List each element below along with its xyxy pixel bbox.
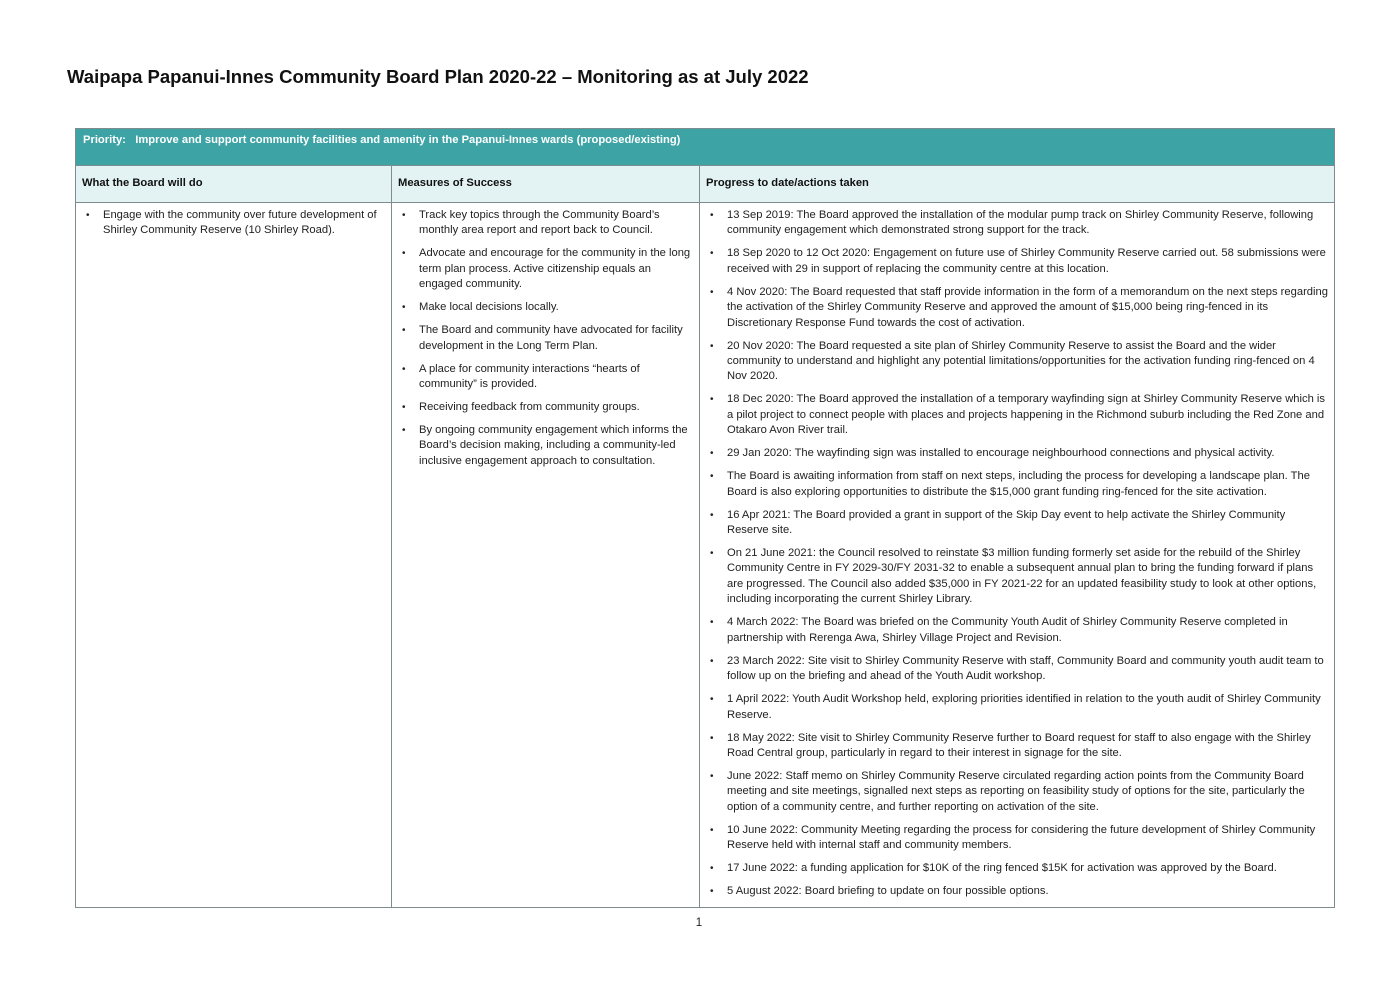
list-item-text: 23 March 2022: Site visit to Shirley Community Reserve with staff, Community Board and community youth audit team to follow up on the briefing and ahead of the Youth Audit workshop. bbox=[727, 654, 1324, 683]
header-progress: Progress to date/actions taken bbox=[706, 177, 869, 189]
list-item-text: On 21 June 2021: the Council resolved to reinstate $3 million funding formerly set aside for the rebuild of the Shirley Community Centre in FY 2029-30/FY 2031-32 to enable a subsequent annual plan to bring the funding forward if plans are progressed. The Council also added $35,000 in FY 2021-22 for an updated feasibility study to look at other options, including incorporating the current Shirley Library. bbox=[727, 547, 1317, 606]
measures-of-success-cell bbox=[392, 203, 700, 907]
list-item-text: 18 Dec 2020: The Board approved the installation of a temporary wayfinding sign at Shirley Community Reserve which is a pilot project to connect people with places and projects happening in the Richmond suburb including the Red Zone and Otakaro Avon River trail. bbox=[727, 393, 1326, 437]
bullet-icon: • bbox=[710, 732, 714, 744]
bullet-icon: • bbox=[402, 302, 406, 314]
header-what-board-will-do: What the Board will do bbox=[76, 166, 392, 202]
list-item-text: 1 April 2022: Youth Audit Workshop held, exploring priorities identified in relation to the youth audit of Shirley Community Reserve. bbox=[727, 693, 1321, 721]
list-item bbox=[396, 246, 695, 292]
table-body-row bbox=[76, 203, 1334, 907]
list-item bbox=[704, 861, 1330, 876]
header-measures-of-success: Measures of Success bbox=[392, 166, 700, 202]
bullet-icon: • bbox=[402, 363, 406, 375]
list-item bbox=[704, 823, 1330, 854]
list-item bbox=[704, 469, 1330, 500]
list-item bbox=[704, 692, 1330, 723]
list-item bbox=[704, 884, 1330, 899]
bullet-icon: • bbox=[86, 210, 90, 221]
list-item-text: The Board and community have advocated for facility development in the Long Term Plan. bbox=[419, 324, 683, 352]
list-item bbox=[704, 769, 1330, 815]
list-item bbox=[704, 339, 1330, 385]
list-item-text: 4 March 2022: The Board was briefed on the Community Youth Audit of Shirley Community Reserve completed in partnership with Rerenga Awa, Shirley Village Project and Revision. bbox=[727, 616, 1288, 644]
list-item-text: 13 Sep 2019: The Board approved the installation of the modular pump track on Shirley Community Reserve, following community engagement which demonstrated strong support for the track. bbox=[727, 209, 1314, 237]
bullet-icon: • bbox=[710, 340, 714, 352]
list-item bbox=[396, 323, 695, 354]
list-item bbox=[704, 654, 1330, 685]
bullet-icon: • bbox=[402, 248, 406, 260]
list-item bbox=[704, 731, 1330, 762]
list-item bbox=[396, 400, 695, 415]
list-item bbox=[704, 208, 1330, 239]
list-item-text: June 2022: Staff memo on Shirley Community Reserve circulated regarding action points from the Community Board meeting and site meetings, signalled next steps as reporting on feasibility study of options for the site, particularly the option of a community centre, and further reporting on activation of the site. bbox=[727, 769, 1305, 813]
bullet-icon: • bbox=[710, 448, 714, 460]
list-item-text: 18 May 2022: Site visit to Shirley Community Reserve further to Board request for staff to also engage with the Shirley Road Central group, particularly in regard to their interest in signage for the site. bbox=[727, 731, 1311, 759]
bullet-icon: • bbox=[402, 325, 406, 337]
bullet-icon: • bbox=[710, 248, 714, 260]
plan-table bbox=[75, 128, 1335, 908]
list-item-text: 18 Sep 2020 to 12 Oct 2020: Engagement on future use of Shirley Community Reserve carried out. 58 submissions were received with 29 in support of replacing the community centre at this location. bbox=[727, 247, 1326, 275]
list-item bbox=[704, 246, 1330, 277]
list-item bbox=[396, 362, 695, 393]
page-title: Waipapa Papanui-Innes Community Board Plan 2020-22 – Monitoring as at July 2022 bbox=[67, 66, 809, 87]
page-number: 1 bbox=[695, 917, 703, 929]
list-item-text: Make local decisions locally. bbox=[419, 301, 559, 314]
list-item bbox=[396, 208, 695, 239]
list-item bbox=[704, 446, 1330, 461]
list-item-text: Advocate and encourage for the community in the long term plan process. Active citizenship equals an engaged community. bbox=[419, 247, 691, 291]
bullet-icon: • bbox=[710, 863, 714, 875]
priority-bar: Priority: Improve and support community facilities and amenity in the Papanui-Innes wards (proposed/existing) bbox=[76, 129, 1334, 165]
bullet-icon: • bbox=[710, 617, 714, 629]
list-item-text: 16 Apr 2021: The Board provided a grant in support of the Skip Day event to help activate the Shirley Community Reserve site. bbox=[727, 508, 1286, 537]
list-item-text: 4 Nov 2020: The Board requested that staff provide information in the form of a memorandum on the next steps regarding the activation of the Shirley Community Reserve and approved the amount of $15,000 being ring-fenced in its Discretionary Response Fund towards the cost of activation. bbox=[727, 285, 1328, 329]
bullet-icon: • bbox=[710, 694, 714, 706]
list-item bbox=[704, 285, 1330, 331]
list-item bbox=[396, 423, 695, 469]
list-item-text: A place for community interactions “hearts of community” is provided. bbox=[419, 362, 640, 391]
progress-cell bbox=[700, 203, 1334, 907]
list-item bbox=[396, 300, 695, 315]
bullet-icon: • bbox=[710, 210, 714, 221]
bullet-icon: • bbox=[710, 824, 714, 836]
list-item bbox=[80, 208, 387, 239]
bullet-icon: • bbox=[710, 655, 714, 667]
list-item-text: The Board is awaiting information from staff on next steps, including the process for developing a landscape plan. The Board is also exploring opportunities to distribute the $15,000 grant funding ring-fenced for the site activation. bbox=[727, 470, 1310, 498]
list-item-text: 5 August 2022: Board briefing to update on four possible options. bbox=[727, 885, 1049, 898]
bullet-icon: • bbox=[710, 286, 714, 298]
bullet-icon: • bbox=[402, 210, 406, 221]
measures-of-success-list bbox=[392, 203, 699, 469]
list-item-text: 29 Jan 2020: The wayfinding sign was installed to encourage neighbourhood connections and physical activity. bbox=[727, 447, 1275, 460]
table-header-row bbox=[76, 165, 1334, 203]
bullet-icon: • bbox=[710, 770, 714, 782]
what-board-will-do-cell bbox=[76, 203, 392, 907]
list-item bbox=[704, 546, 1330, 608]
list-item bbox=[704, 615, 1330, 646]
list-item-text: 17 June 2022: a funding application for $10K of the ring fenced $15K for activation was approved by the Board. bbox=[727, 862, 1277, 875]
bullet-icon: • bbox=[710, 509, 714, 521]
list-item-text: Track key topics through the Community Board’s monthly area report and report back to Council. bbox=[419, 209, 660, 237]
list-item bbox=[704, 508, 1330, 539]
what-board-will-do-list bbox=[76, 203, 391, 239]
bullet-icon: • bbox=[710, 548, 714, 560]
list-item-text: 10 June 2022: Community Meeting regarding the process for considering the future development of Shirley Community Reserve held with internal staff and community members. bbox=[727, 823, 1316, 852]
bullet-icon: • bbox=[402, 402, 406, 414]
list-item-text: 20 Nov 2020: The Board requested a site plan of Shirley Community Reserve to assist the Board and the wider community to understand and highlight any potential limitations/opportunities for the activation funding ring-fenced on 4 Nov 2020. bbox=[727, 339, 1315, 383]
bullet-icon: • bbox=[710, 886, 714, 898]
progress-list bbox=[700, 203, 1334, 900]
list-item-text: By ongoing community engagement which informs the Board’s decision making, including a community-led inclusive engagement approach to consultation. bbox=[419, 424, 688, 467]
list-item bbox=[704, 392, 1330, 438]
list-item-text: Engage with the community over future development of Shirley Community Reserve (10 Shirley Road). bbox=[103, 209, 377, 237]
bullet-icon: • bbox=[710, 394, 714, 406]
list-item-text: Receiving feedback from community groups. bbox=[419, 401, 640, 414]
bullet-icon: • bbox=[402, 425, 406, 437]
bullet-icon: • bbox=[710, 471, 714, 483]
